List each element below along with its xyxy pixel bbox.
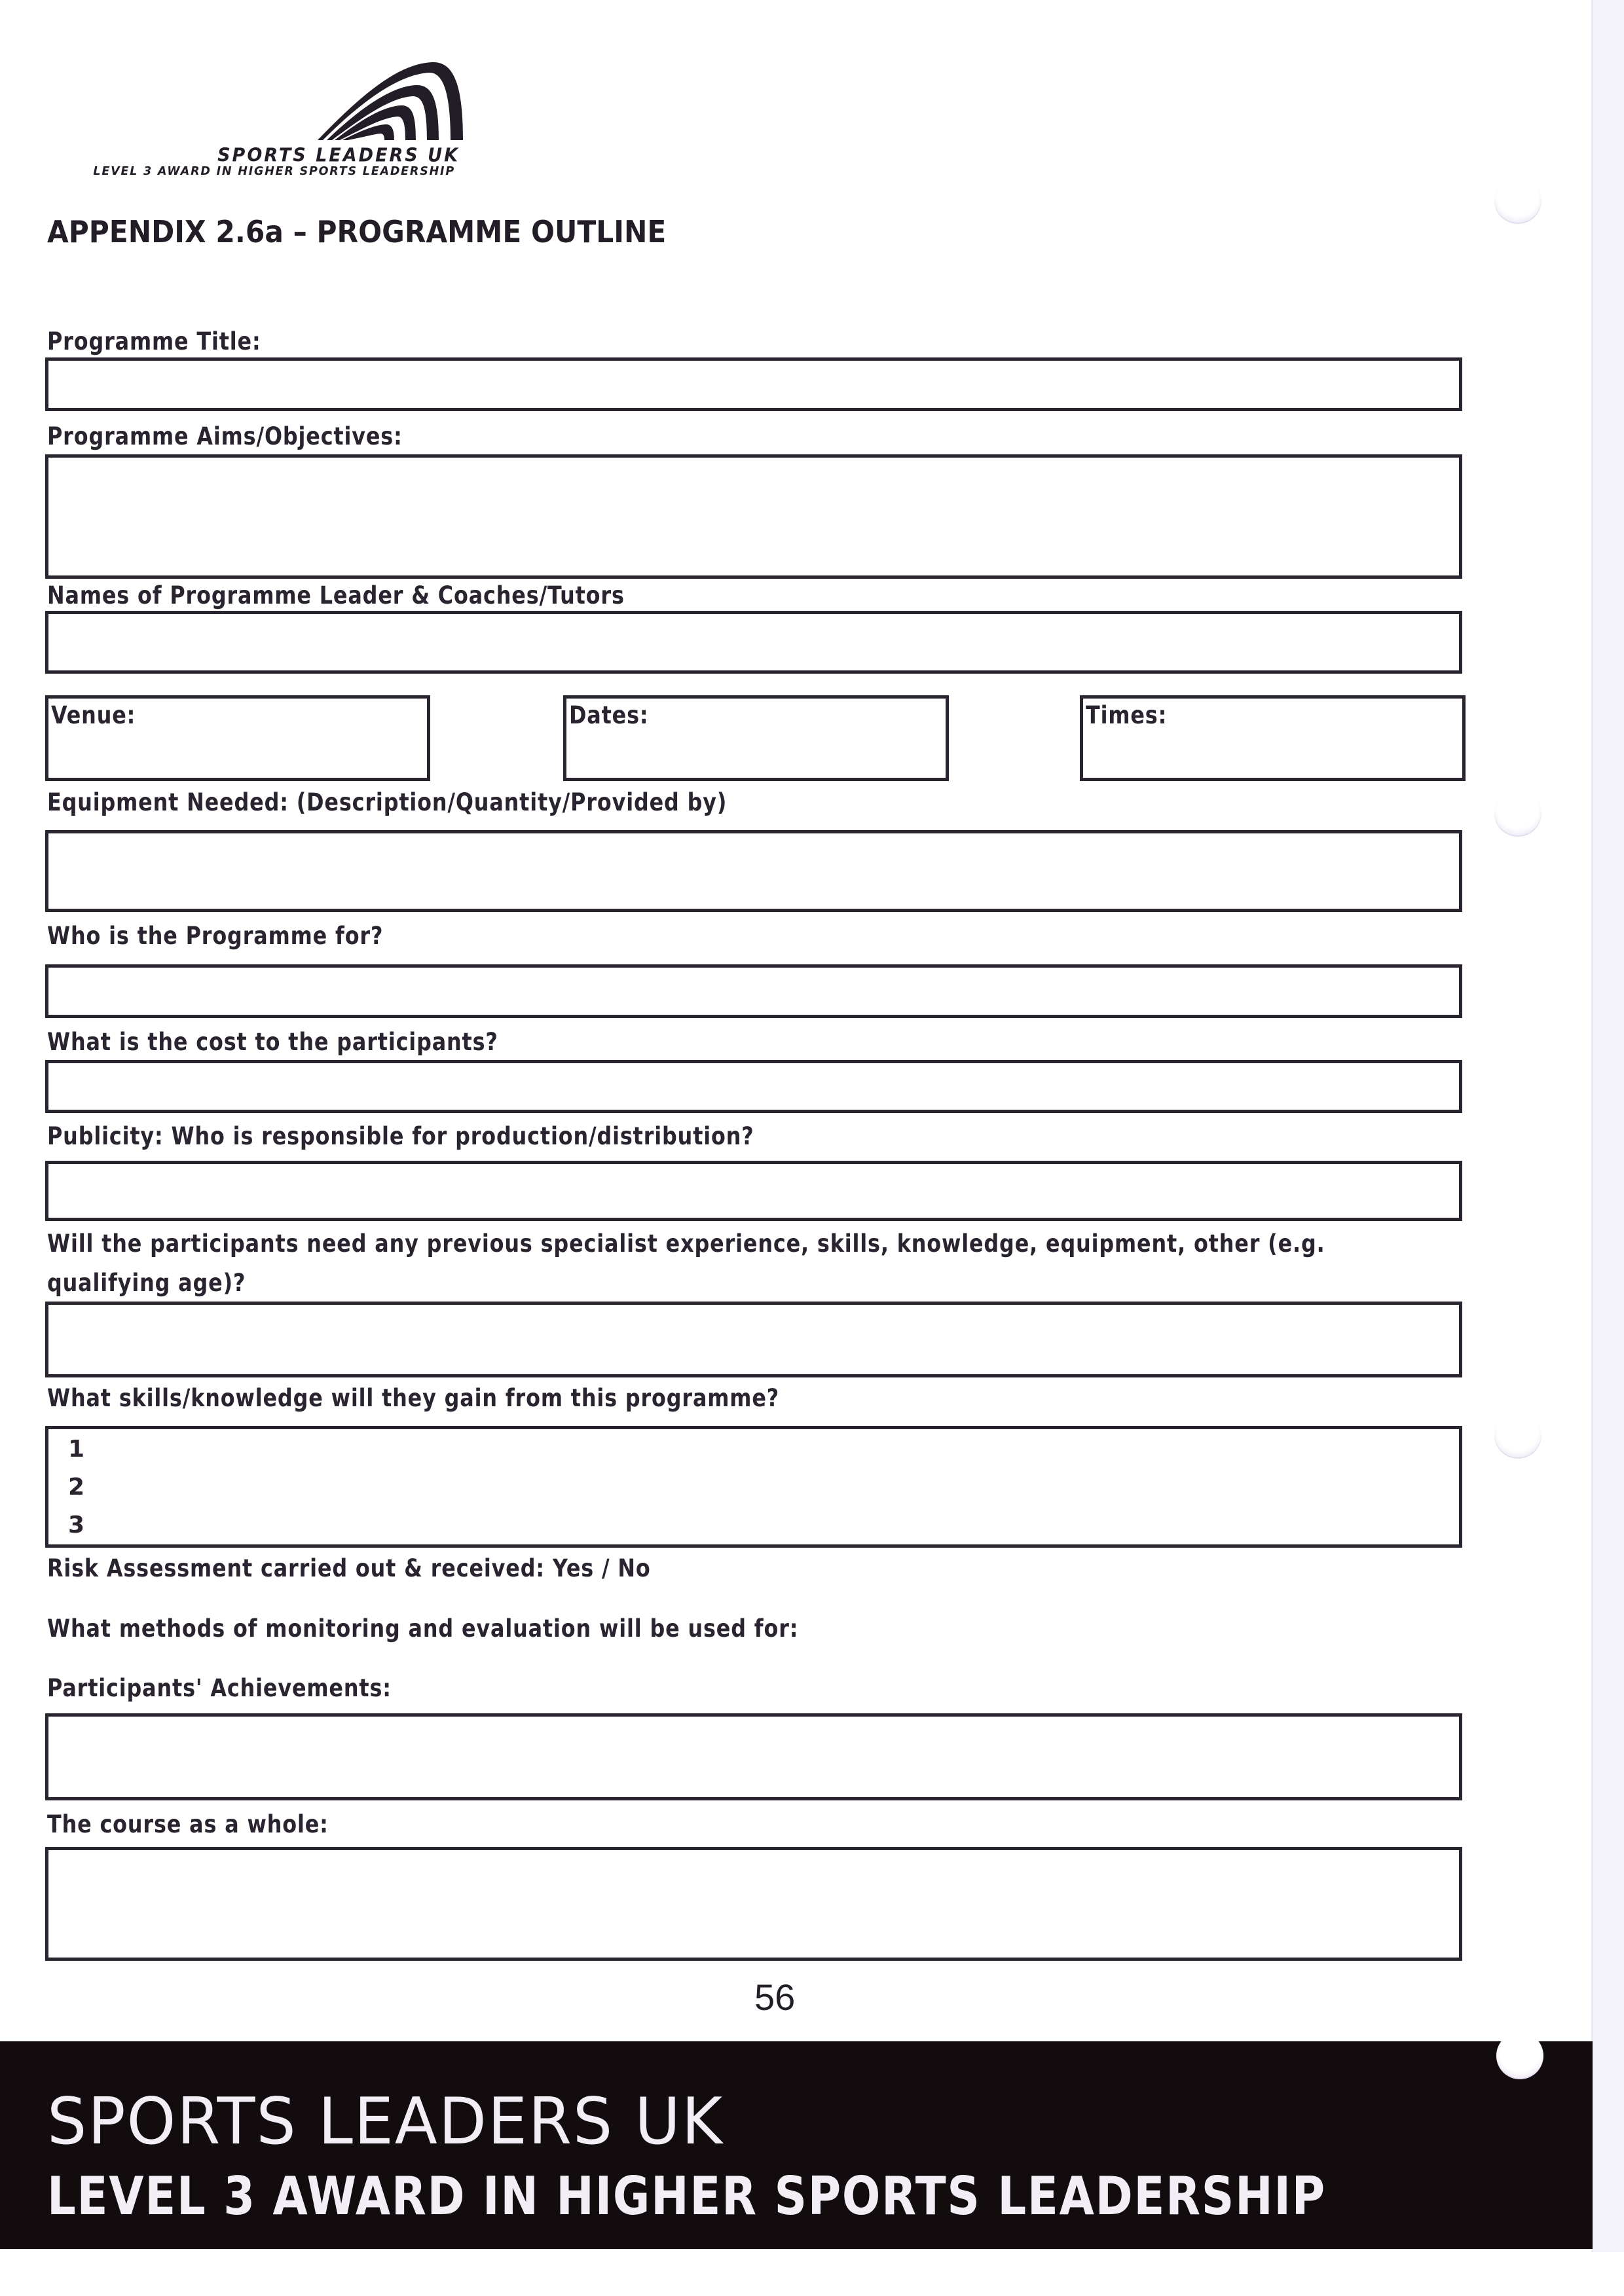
aims-field[interactable] (45, 454, 1462, 579)
footer-award: LEVEL 3 AWARD IN HIGHER SPORTS LEADERSHIP (47, 2166, 1326, 2227)
skills-item-1: 1 (68, 1436, 85, 1463)
course-whole-field[interactable] (45, 1847, 1462, 1961)
punch-hole (1494, 1412, 1541, 1459)
skills-field[interactable] (45, 1426, 1462, 1548)
risk-assessment-text: Risk Assessment carried out & received: Yes / No (47, 1554, 651, 1582)
footer-brand: SPORTS LEADERS UK (47, 2085, 724, 2159)
achievements-field[interactable] (45, 1713, 1462, 1800)
publicity-field[interactable] (45, 1161, 1462, 1221)
prerequisites-field[interactable] (45, 1302, 1462, 1377)
monitoring-intro: What methods of monitoring and evaluation will be used for: (47, 1614, 799, 1643)
names-label: Names of Programme Leader & Coaches/Tutors (47, 581, 625, 610)
skills-item-2: 2 (68, 1474, 85, 1501)
skills-item-3: 3 (68, 1512, 85, 1539)
who-for-field[interactable] (45, 964, 1462, 1018)
prerequisites-label-line1: Will the participants need any previous specialist experience, skills, knowledge, equipment, other (e.g. (47, 1230, 1325, 1258)
skills-label: What skills/knowledge will they gain from this programme? (47, 1384, 780, 1412)
venue-field[interactable] (45, 695, 430, 781)
equipment-field[interactable] (45, 830, 1462, 912)
prerequisites-label-line2: qualifying age)? (47, 1269, 246, 1297)
dates-label: Dates: (569, 701, 649, 729)
punch-hole (1494, 790, 1541, 837)
achievements-label: Participants' Achievements: (47, 1674, 392, 1702)
punch-hole (1494, 177, 1541, 224)
page-title: APPENDIX 2.6a – PROGRAMME OUTLINE (47, 214, 667, 249)
footer-band (0, 2041, 1593, 2249)
cost-field[interactable] (45, 1060, 1462, 1113)
times-label: Times: (1086, 701, 1168, 729)
cost-label: What is the cost to the participants? (47, 1028, 498, 1056)
publicity-label: Publicity: Who is responsible for production/distribution? (47, 1122, 754, 1150)
course-whole-label: The course as a whole: (47, 1810, 329, 1838)
paper-edge (1591, 0, 1624, 2252)
page-number: 56 (754, 1977, 796, 2018)
programme-title-field[interactable] (45, 357, 1462, 411)
arcs-logo-icon (318, 60, 465, 140)
aims-label: Programme Aims/Objectives: (47, 422, 403, 450)
dates-field[interactable] (563, 695, 949, 781)
times-field[interactable] (1080, 695, 1466, 781)
logo-subtitle: LEVEL 3 AWARD IN HIGHER SPORTS LEADERSHIP (93, 165, 455, 178)
programme-title-label: Programme Title: (47, 327, 261, 355)
equipment-label: Equipment Needed: (Description/Quantity/Provided by) (47, 788, 728, 816)
names-field[interactable] (45, 611, 1462, 674)
venue-label: Venue: (51, 701, 136, 729)
who-for-label: Who is the Programme for? (47, 922, 384, 950)
logo-name: SPORTS LEADERS UK (217, 145, 460, 166)
punch-hole (1496, 2032, 1543, 2079)
